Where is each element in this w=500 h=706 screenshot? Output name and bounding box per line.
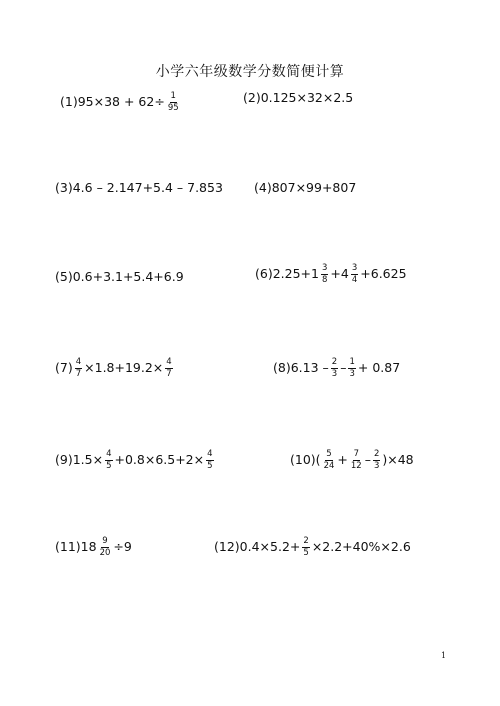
worksheet-title: 小学六年级数学分数简便计算 — [155, 64, 345, 80]
denominator: 5 — [207, 460, 213, 471]
denominator: 7 — [166, 368, 172, 379]
denominator: 5 — [106, 460, 112, 471]
expression-part: 0.125×32×2.5 — [260, 90, 354, 105]
problem-label: (6) — [255, 266, 273, 282]
denominator: 5 — [303, 547, 309, 558]
expression-part: 4.6 – 2.147+5.4 – 7.853 — [72, 180, 223, 195]
expression-part: ÷9 — [113, 539, 132, 555]
fraction — [75, 358, 82, 379]
fraction — [350, 450, 363, 471]
problem-6 — [255, 264, 407, 285]
numerator: 3 — [321, 263, 328, 273]
numerator: 4 — [75, 357, 82, 367]
numerator: 2 — [373, 449, 380, 459]
problem-8 — [273, 358, 400, 379]
expression-part: )×48 — [382, 452, 414, 468]
numerator: 1 — [349, 357, 355, 367]
expression-part: 18 — [80, 539, 97, 555]
problem-9 — [55, 450, 216, 471]
problem-label: (11) — [55, 539, 81, 555]
denominator: 8 — [321, 274, 328, 285]
fraction — [206, 450, 213, 471]
problem-label: (1) — [60, 94, 78, 110]
denominator: 3 — [331, 368, 338, 379]
denominator: 24 — [323, 460, 335, 471]
fraction — [105, 450, 112, 471]
expression-part: +0.8×6.5+2× — [114, 452, 205, 468]
fraction — [302, 537, 309, 558]
denominator: 95 — [167, 102, 179, 113]
problem-label: (2) — [243, 90, 261, 105]
fraction — [323, 450, 336, 471]
fraction — [165, 358, 172, 379]
expression-part: +6.625 — [360, 266, 407, 282]
problem-11 — [55, 537, 132, 558]
problem-label: (8) — [273, 360, 291, 376]
expression-part: 6.13 – — [290, 360, 329, 376]
expression-part: 2.25+1 — [272, 266, 319, 282]
denominator: 7 — [75, 368, 82, 379]
numerator: 9 — [102, 536, 108, 546]
numerator: 4 — [166, 357, 172, 367]
numerator: 7 — [353, 449, 359, 459]
denominator: 4 — [351, 274, 358, 285]
fraction — [373, 450, 380, 471]
problem-label: (12) — [214, 539, 240, 555]
problem-5 — [55, 271, 184, 284]
fraction — [99, 537, 112, 558]
numerator: 5 — [326, 449, 332, 459]
expression-part: ×1.8+19.2× — [84, 360, 164, 376]
expression-part: + 0.87 — [357, 360, 401, 376]
problem-3 — [55, 182, 223, 195]
problem-2 — [243, 92, 353, 105]
problem-label: (3) — [55, 180, 73, 195]
expression-part: 95×38 + 62÷ — [77, 94, 165, 110]
denominator: 3 — [349, 368, 355, 379]
page-number: 1 — [441, 651, 447, 660]
fraction — [331, 358, 338, 379]
numerator: 1 — [170, 91, 176, 101]
problem-10 — [290, 450, 414, 471]
expression-part: +4 — [330, 266, 349, 282]
denominator: 12 — [350, 460, 362, 471]
expression-part: 0.6+3.1+5.4+6.9 — [72, 269, 184, 284]
fraction — [167, 92, 180, 113]
expression-part: 807×99+807 — [271, 180, 357, 195]
fraction — [351, 264, 358, 285]
problem-1 — [60, 92, 182, 113]
problem-label: (4) — [254, 180, 272, 195]
numerator: 4 — [207, 449, 213, 459]
numerator: 2 — [303, 536, 309, 546]
fraction — [321, 264, 328, 285]
expression-part: + — [337, 452, 348, 468]
expression-part: – — [340, 360, 347, 376]
numerator: 4 — [106, 449, 112, 459]
expression-part: – — [364, 452, 371, 468]
problem-12 — [214, 537, 411, 558]
denominator: 3 — [373, 460, 380, 471]
denominator: 20 — [99, 547, 111, 558]
expression-part: 1.5× — [72, 452, 104, 468]
expression-part: ×2.2+40%×2.6 — [311, 539, 411, 555]
problem-label: (7) — [55, 360, 73, 376]
problem-7 — [55, 358, 175, 379]
numerator: 3 — [351, 263, 358, 273]
problem-label: (5) — [55, 269, 73, 284]
problem-label: (9) — [55, 452, 73, 468]
expression-part: 0.4×5.2+ — [239, 539, 301, 555]
problem-label: (10) — [290, 452, 316, 468]
fraction — [348, 358, 355, 379]
expression-part: ( — [315, 452, 321, 468]
numerator: 2 — [331, 357, 338, 367]
problem-4 — [254, 182, 356, 195]
